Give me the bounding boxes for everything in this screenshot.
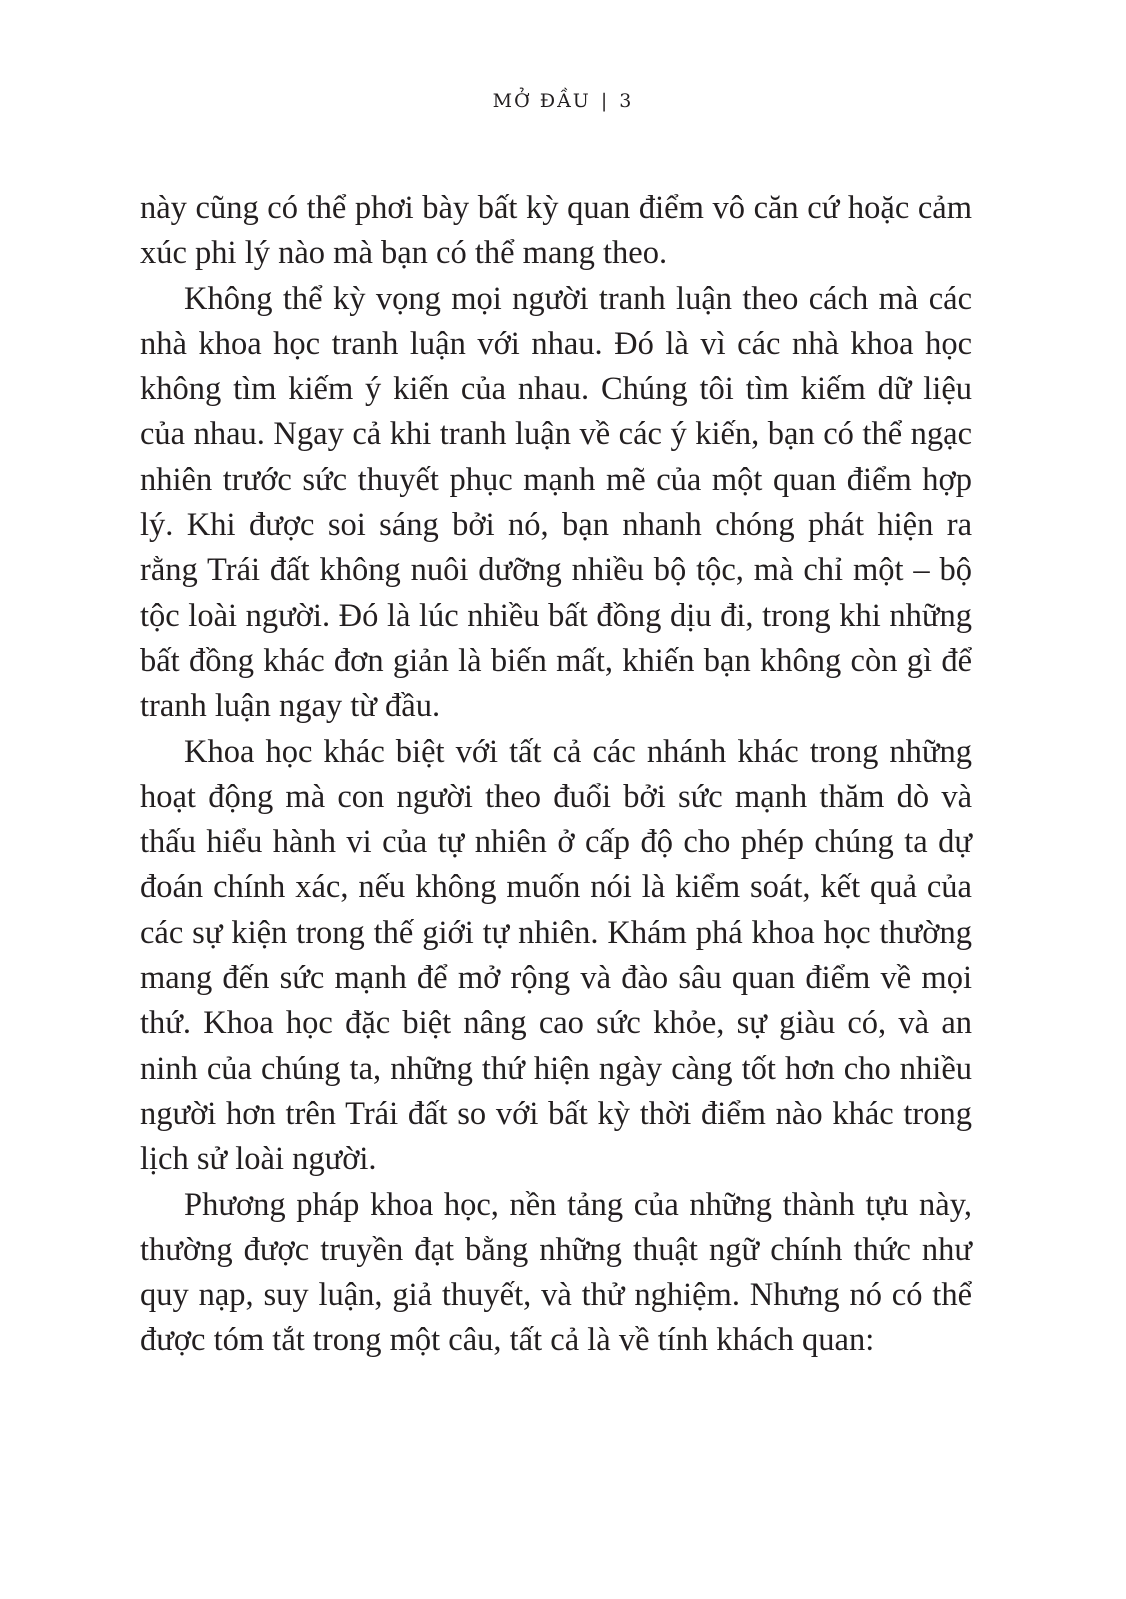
paragraph-continued: này cũng có thể phơi bày bất kỳ quan điểm vô căn cứ hoặc cảm xúc phi lý nào mà bạn có thể mang theo. [140, 190, 972, 272]
running-head [0, 90, 1126, 112]
paragraph: Phương pháp khoa học, nền tảng của những thành tựu này, thường được truyền đạt bằng những thuật ngữ chính thức như quy nạp, suy luận, giả thuyết, và thử nghiệm. Nhưng nó có thể được tóm tắt trong một câu, tất cả là về tính khách quan: [140, 1186, 972, 1359]
chapter-title: MỞ ĐẦU [492, 90, 591, 112]
paragraph: Không thể kỳ vọng mọi người tranh luận theo cách mà các nhà khoa học tranh luận với nhau. Đó là vì các nhà khoa học không tìm kiếm ý kiến của nhau. Chúng tôi tìm kiếm dữ liệu của nhau. Ngay cả khi tranh luận về các ý kiến, bạn có thể ngạc nhiên trước sức thuyết phục mạnh mẽ của một quan điểm hợp lý. Khi được soi sáng bởi nó, bạn nhanh chóng phát hiện ra rằng Trái đất không nuôi dưỡng nhiều bộ tộc, mà chỉ một – bộ tộc loài người. Đó là lúc nhiều bất đồng dịu đi, trong khi những bất đồng khác đơn giản là biến mất, khiến bạn không còn gì để tranh luận ngay từ đầu. [140, 280, 972, 725]
page-number: 3 [619, 90, 634, 112]
paragraph: Khoa học khác biệt với tất cả các nhánh khác trong những hoạt động mà con người theo đuổi bởi sức mạnh thăm dò và thấu hiểu hành vi của tự nhiên ở cấp độ cho phép chúng ta dự đoán chính xác, nếu không muốn nói là kiểm soát, kết quả của các sự kiện trong thế giới tự nhiên. Khám phá khoa học thường mang đến sức mạnh để mở rộng và đào sâu quan điểm về mọi thứ. Khoa học đặc biệt nâng cao sức khỏe, sự giàu có, và an ninh của chúng ta, những thứ hiện ngày càng tốt hơn cho nhiều người hơn trên Trái đất so với bất kỳ thời điểm nào khác trong lịch sử loài người. [140, 733, 972, 1178]
body-text [140, 186, 972, 1364]
header-separator: | [600, 90, 610, 112]
